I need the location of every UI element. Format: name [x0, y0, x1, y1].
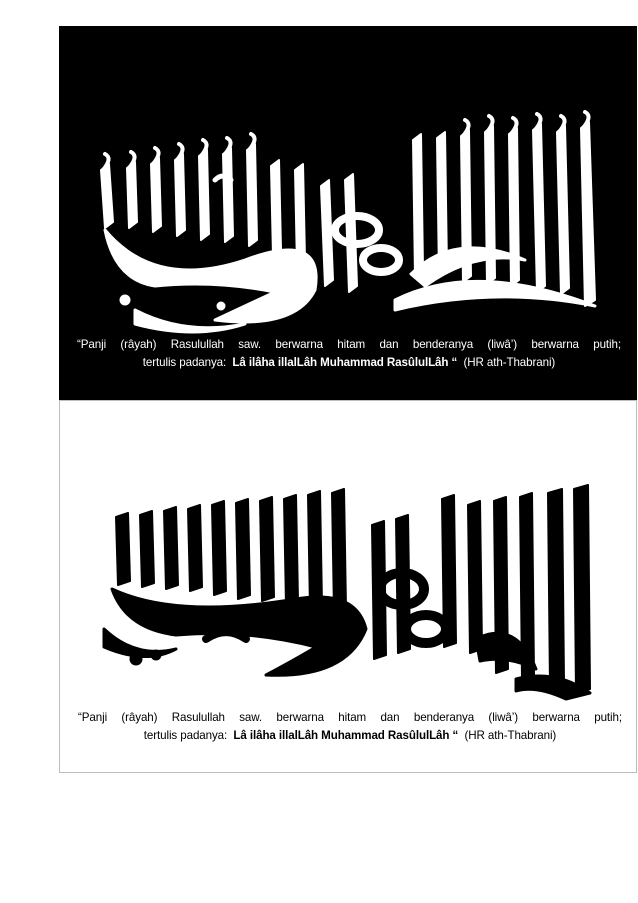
white-banner-panel [59, 400, 637, 773]
caption-prefix: tertulis padanya: [143, 729, 228, 742]
caption-source: (HR ath-Thabrani) [464, 729, 557, 742]
caption-shahada-text: Lâ ilâha illalLâh Muhammad RasûlulLâh “ [232, 356, 458, 369]
black-banner-panel [59, 26, 637, 400]
shahada-calligraphy-icon [95, 110, 601, 340]
black-banner-caption [77, 336, 621, 372]
caption-line-2 [77, 354, 621, 372]
caption-prefix: tertulis padanya: [142, 356, 227, 369]
caption-line-1: “Panji (râyah) Rasulullah saw. berwarna hitam dan benderanya (liwâ’) berwarna putih; [78, 711, 622, 724]
caption-line-2 [78, 727, 622, 745]
caption-shahada-text: Lâ ilâha illalLâh Muhammad RasûlulLâh “ [233, 729, 459, 742]
caption-line-1: “Panji (râyah) Rasulullah saw. berwarna hitam dan benderanya (liwâ’) berwarna putih; [77, 338, 621, 351]
shahada-calligraphy-icon [96, 479, 602, 711]
caption-source: (HR ath-Thabrani) [463, 356, 556, 369]
white-banner-caption [78, 709, 622, 745]
